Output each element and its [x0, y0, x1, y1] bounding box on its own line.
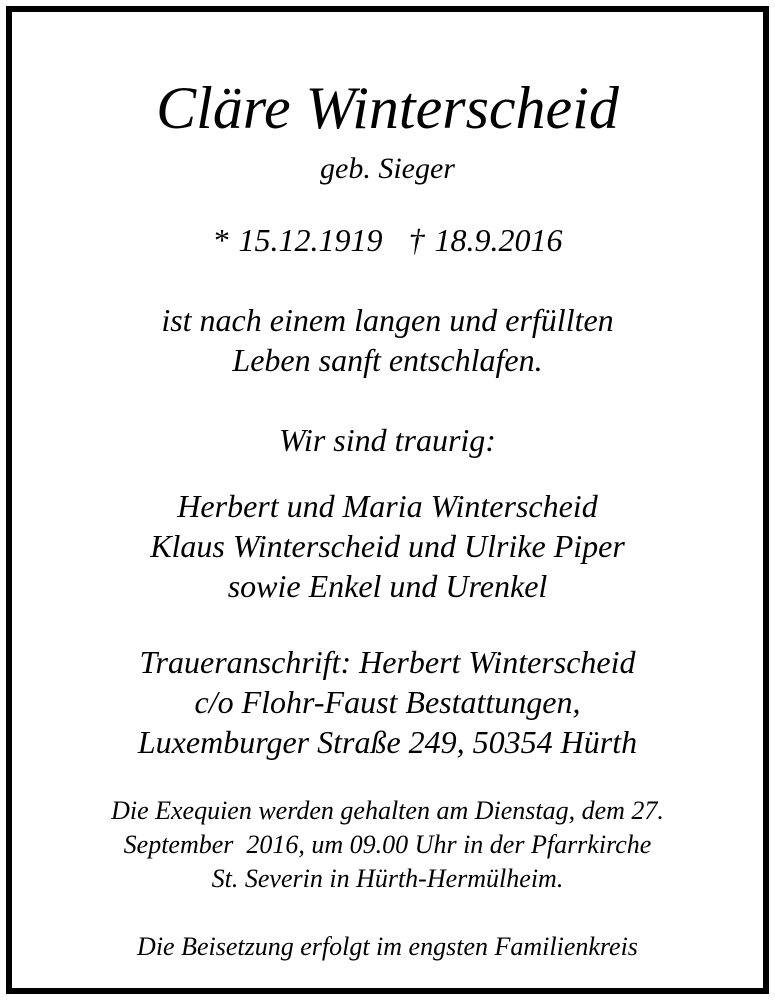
deceased-name: Cläre Winterscheid — [156, 75, 619, 141]
obituary-notice — [12, 12, 763, 988]
family-line-3: sowie Enkel und Urenkel — [227, 568, 548, 604]
service-line-1: Die Exequien werden gehalten am Dienstag, dem 27. — [111, 796, 664, 825]
address-line-2: c/o Flohr-Faust Bestattungen, — [194, 684, 581, 720]
service-line-2: September 2016, um 09.00 Uhr in der Pfarrkirche — [123, 830, 652, 859]
mourning-phrase: Wir sind traurig: — [279, 422, 496, 458]
service-line-3: St. Severin in Hürth-Hermülheim. — [211, 864, 564, 893]
family-line-2: Klaus Winterscheid und Ulrike Piper — [150, 528, 625, 564]
address-line-1: Traueranschrift: Herbert Winterscheid — [139, 644, 636, 680]
life-dates — [12, 224, 763, 256]
maiden-name: geb. Sieger — [320, 152, 455, 185]
death-date: † 18.9.2016 — [408, 222, 563, 258]
birth-date: * 15.12.1919 — [212, 222, 383, 258]
notice-border — [6, 6, 769, 994]
burial-line: Die Beisetzung erfolgt im engsten Familienkreis — [137, 932, 638, 961]
message-line-2: Leben sanft entschlafen. — [232, 342, 543, 378]
family-line-1: Herbert und Maria Winterscheid — [177, 488, 598, 524]
message-line-1: ist nach einem langen und erfüllten — [161, 302, 614, 338]
address-line-3: Luxemburger Straße 249, 50354 Hürth — [137, 724, 638, 760]
